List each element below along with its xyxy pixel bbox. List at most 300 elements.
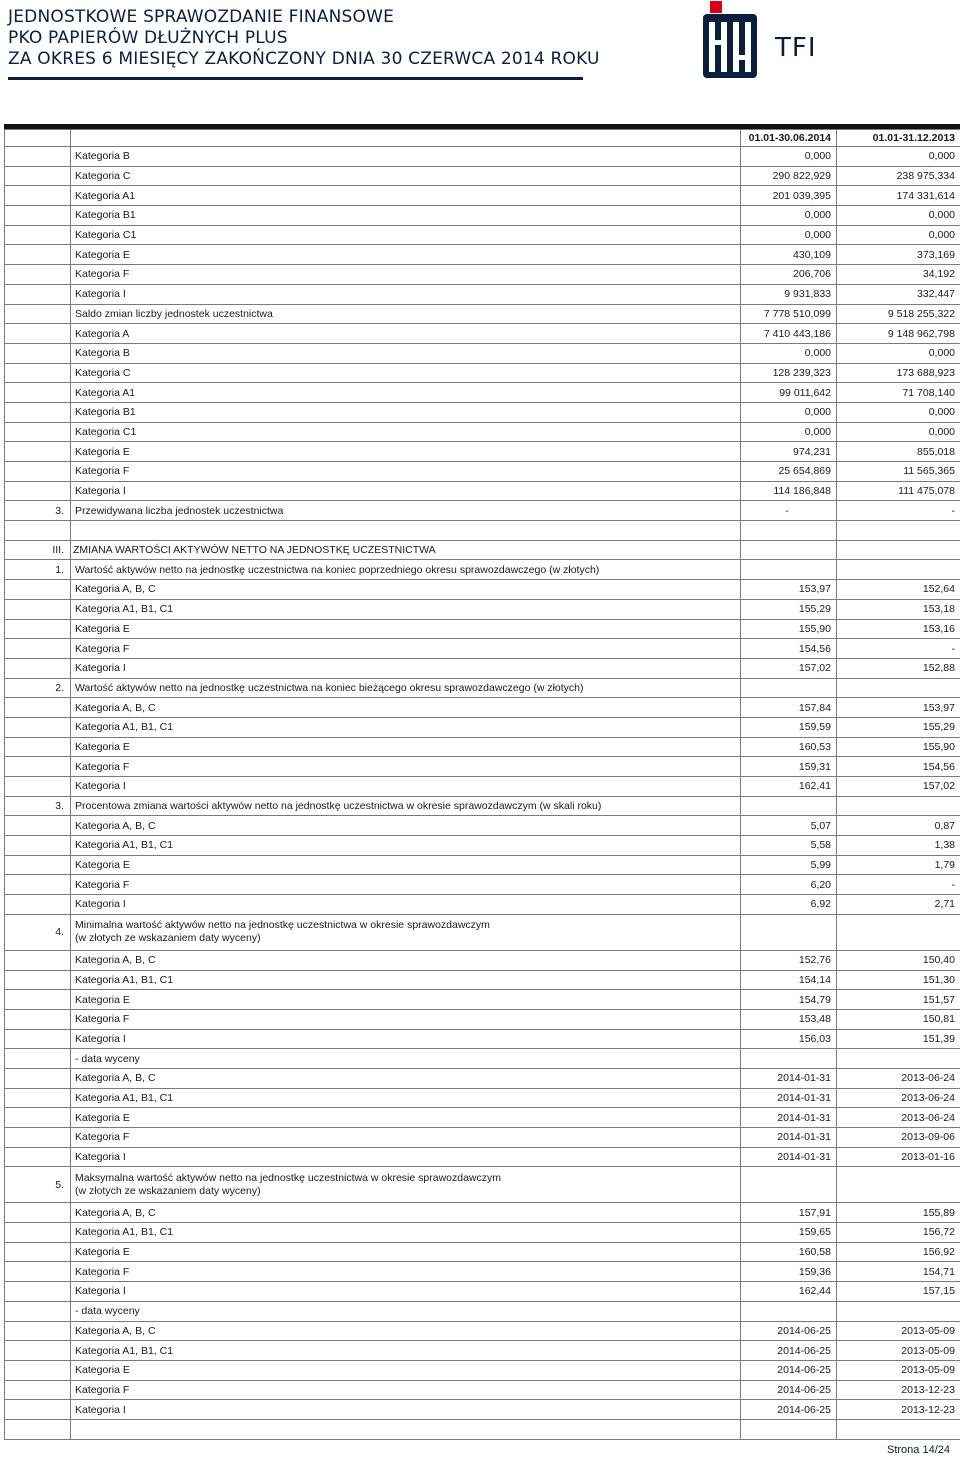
value-2014: 154,56 — [741, 639, 837, 659]
value-2013: 2013-06-24 — [837, 1088, 960, 1108]
value-2014: 157,91 — [741, 1203, 837, 1223]
value-2014: 159,36 — [741, 1262, 837, 1282]
row-number — [5, 284, 71, 304]
row-label: Przewidywana liczba jednostek uczestnictwa — [71, 501, 741, 521]
column-header-period-2013: 01.01-31.12.2013 — [837, 130, 960, 147]
row-label: Kategoria A1 — [71, 186, 741, 206]
table-row — [5, 1049, 960, 1069]
value-2013: 9 148 962,798 — [837, 324, 960, 344]
row-label: Kategoria A, B, C — [71, 1068, 741, 1088]
table-row — [5, 1360, 960, 1380]
table-row — [5, 245, 960, 265]
row-number — [5, 225, 71, 245]
table-row — [5, 1223, 960, 1243]
table-row — [5, 658, 960, 678]
row-label: Kategoria E — [71, 245, 741, 265]
table-row — [5, 442, 960, 462]
row-number — [5, 855, 71, 875]
value-2014: - — [741, 501, 837, 521]
row-number — [5, 383, 71, 403]
value-2014: 114 186,848 — [741, 481, 837, 501]
row-label: Kategoria B1 — [71, 402, 741, 422]
table-row — [5, 1321, 960, 1341]
value-2013: 332,447 — [837, 284, 960, 304]
value-2014: 206,706 — [741, 265, 837, 285]
row-number — [5, 1262, 71, 1282]
value-2013: 153,16 — [837, 619, 960, 639]
row-label: - data wyceny — [71, 1301, 741, 1321]
value-2014: 7 410 443,186 — [741, 324, 837, 344]
table-row — [5, 304, 960, 324]
table-row — [5, 895, 960, 915]
table-row — [5, 265, 960, 285]
row-label: Kategoria C1 — [71, 422, 741, 442]
row-number — [5, 1049, 71, 1069]
table-row — [5, 1203, 960, 1223]
row-number — [5, 599, 71, 619]
table-row — [5, 343, 960, 363]
table-row — [5, 1262, 960, 1282]
table-row — [5, 422, 960, 442]
value-2014: 2014-01-31 — [741, 1147, 837, 1167]
row-label: Kategoria C — [71, 166, 741, 186]
row-number — [5, 324, 71, 344]
value-2014: 6,20 — [741, 875, 837, 895]
table-row — [5, 836, 960, 856]
table-row — [5, 1108, 960, 1128]
row-number — [5, 402, 71, 422]
value-2014: 201 039,395 — [741, 186, 837, 206]
value-2013: 0,000 — [837, 206, 960, 226]
row-number — [5, 990, 71, 1010]
value-2013: 111 475,078 — [837, 481, 960, 501]
table-row — [5, 1068, 960, 1088]
row-number — [5, 206, 71, 226]
value-2014: 2014-06-25 — [741, 1400, 837, 1420]
row-label: Kategoria E — [71, 737, 741, 757]
value-2014 — [741, 796, 837, 816]
value-2014: 430,109 — [741, 245, 837, 265]
table-row — [5, 580, 960, 600]
row-label: Kategoria A1, B1, C1 — [71, 1341, 741, 1361]
row-number — [5, 1029, 71, 1049]
value-2014: 153,97 — [741, 580, 837, 600]
value-2013: 2013-05-09 — [837, 1360, 960, 1380]
row-number — [5, 521, 71, 541]
row-label: ZMIANA WARTOŚCI AKTYWÓW NETTO NA JEDNOSTKĘ UCZESTNICTWA — [71, 540, 741, 560]
row-label: Kategoria I — [71, 1029, 741, 1049]
value-2014: 2014-01-31 — [741, 1068, 837, 1088]
row-number — [5, 1068, 71, 1088]
row-number — [5, 777, 71, 797]
value-2013: 154,56 — [837, 757, 960, 777]
row-number — [5, 1088, 71, 1108]
value-2014: 2014-06-25 — [741, 1341, 837, 1361]
row-label: Kategoria A1, B1, C1 — [71, 1223, 741, 1243]
table-row — [5, 914, 960, 950]
row-label: Kategoria A1 — [71, 383, 741, 403]
table-row — [5, 1380, 960, 1400]
row-label: Kategoria A1, B1, C1 — [71, 1088, 741, 1108]
table-row — [5, 462, 960, 482]
row-label: Kategoria A, B, C — [71, 698, 741, 718]
section-header-row — [5, 540, 960, 560]
row-label: - data wyceny — [71, 1049, 741, 1069]
value-2014: 0,000 — [741, 225, 837, 245]
row-label: Kategoria F — [71, 462, 741, 482]
value-2014: 290 822,929 — [741, 166, 837, 186]
row-number — [5, 1400, 71, 1420]
value-2013: 157,15 — [837, 1282, 960, 1302]
value-2013: 150,81 — [837, 1009, 960, 1029]
spacer-row — [5, 521, 960, 541]
row-label: Kategoria I — [71, 895, 741, 915]
value-2014 — [741, 521, 837, 541]
row-number — [5, 265, 71, 285]
value-2014 — [741, 678, 837, 698]
row-number — [5, 836, 71, 856]
value-2014: 160,53 — [741, 737, 837, 757]
row-label: Kategoria E — [71, 855, 741, 875]
row-label: Wartość aktywów netto na jednostkę uczestnictwa na koniec poprzedniego okresu sprawozdawczego (w złotych) — [71, 560, 741, 580]
table-row — [5, 796, 960, 816]
value-2013: 2013-12-23 — [837, 1380, 960, 1400]
row-number: 3. — [5, 501, 71, 521]
value-2014 — [741, 914, 837, 950]
row-label: Kategoria F — [71, 757, 741, 777]
value-2014 — [741, 560, 837, 580]
value-2014: 0,000 — [741, 343, 837, 363]
table-row — [5, 481, 960, 501]
report-header — [0, 0, 960, 110]
row-number — [5, 1147, 71, 1167]
row-label: Kategoria I — [71, 1400, 741, 1420]
value-2013: 11 565,365 — [837, 462, 960, 482]
value-2013: - — [837, 639, 960, 659]
value-2013: 0,000 — [837, 402, 960, 422]
value-2013: 2013-05-09 — [837, 1341, 960, 1361]
row-label: Saldo zmian liczby jednostek uczestnictwa — [71, 304, 741, 324]
row-number — [5, 895, 71, 915]
value-2014: 156,03 — [741, 1029, 837, 1049]
value-2013: 151,39 — [837, 1029, 960, 1049]
row-number — [5, 363, 71, 383]
row-number — [5, 1301, 71, 1321]
page-number: Strona 14/24 — [887, 1444, 950, 1456]
value-2014: 5,99 — [741, 855, 837, 875]
table-row — [5, 855, 960, 875]
table-row — [5, 206, 960, 226]
value-2014: 2014-01-31 — [741, 1108, 837, 1128]
value-2014 — [741, 1167, 837, 1203]
table-row — [5, 324, 960, 344]
row-number — [5, 1223, 71, 1243]
table-row — [5, 599, 960, 619]
table-row — [5, 363, 960, 383]
row-label: Kategoria F — [71, 1380, 741, 1400]
value-2014: 2014-06-25 — [741, 1360, 837, 1380]
value-2014 — [741, 1301, 837, 1321]
value-2013: 9 518 255,322 — [837, 304, 960, 324]
row-number — [5, 462, 71, 482]
row-number — [5, 1108, 71, 1128]
value-2013: 156,92 — [837, 1242, 960, 1262]
value-2014 — [741, 1419, 837, 1439]
title-underline — [8, 77, 583, 80]
row-number — [5, 639, 71, 659]
row-label: Kategoria E — [71, 990, 741, 1010]
value-2013: 2013-06-24 — [837, 1108, 960, 1128]
financial-table — [4, 129, 960, 1440]
value-2013: 1,79 — [837, 855, 960, 875]
value-2014: 153,48 — [741, 1009, 837, 1029]
value-2014: 128 239,323 — [741, 363, 837, 383]
value-2014: 160,58 — [741, 1242, 837, 1262]
row-label: Kategoria E — [71, 619, 741, 639]
row-label: Kategoria F — [71, 265, 741, 285]
row-number — [5, 422, 71, 442]
value-2014: 154,79 — [741, 990, 837, 1010]
value-2013: 0,87 — [837, 816, 960, 836]
row-number — [5, 1360, 71, 1380]
table-row — [5, 639, 960, 659]
row-number — [5, 1419, 71, 1439]
table-row — [5, 1282, 960, 1302]
table-row — [5, 1088, 960, 1108]
row-number: 4. — [5, 914, 71, 950]
table-row — [5, 990, 960, 1010]
table-row — [5, 737, 960, 757]
value-2013: 155,89 — [837, 1203, 960, 1223]
row-label: Kategoria F — [71, 1128, 741, 1148]
row-label: Kategoria F — [71, 875, 741, 895]
row-label: Kategoria F — [71, 1009, 741, 1029]
row-number — [5, 717, 71, 737]
column-header-period-2014: 01.01-30.06.2014 — [741, 130, 837, 147]
value-2013: 154,71 — [837, 1262, 960, 1282]
value-2014: 162,44 — [741, 1282, 837, 1302]
row-number — [5, 481, 71, 501]
value-2013 — [837, 796, 960, 816]
row-number — [5, 166, 71, 186]
row-label — [71, 1419, 741, 1439]
value-2013: 2,71 — [837, 895, 960, 915]
value-2013: 238 975,334 — [837, 166, 960, 186]
value-2014: 25 654,869 — [741, 462, 837, 482]
value-2013: 2013-06-24 — [837, 1068, 960, 1088]
value-2014: 159,31 — [741, 757, 837, 777]
row-label: Kategoria A, B, C — [71, 816, 741, 836]
value-2014: 162,41 — [741, 777, 837, 797]
value-2014: 9 931,833 — [741, 284, 837, 304]
row-label: Kategoria I — [71, 1282, 741, 1302]
row-label: Kategoria I — [71, 777, 741, 797]
table-row — [5, 816, 960, 836]
value-2013 — [837, 914, 960, 950]
table-header-row — [5, 130, 960, 147]
table-row — [5, 402, 960, 422]
value-2014: 157,02 — [741, 658, 837, 678]
value-2013: 2013-01-16 — [837, 1147, 960, 1167]
table-row — [5, 225, 960, 245]
value-2013: 0,000 — [837, 147, 960, 167]
value-2013: 2013-09-06 — [837, 1128, 960, 1148]
row-label: Kategoria E — [71, 1360, 741, 1380]
row-number — [5, 343, 71, 363]
value-2014: 152,76 — [741, 950, 837, 970]
value-2014: 155,29 — [741, 599, 837, 619]
row-label: Kategoria F — [71, 639, 741, 659]
value-2014: 2014-06-25 — [741, 1321, 837, 1341]
table-row — [5, 501, 960, 521]
value-2013: 34,192 — [837, 265, 960, 285]
value-2013: 174 331,614 — [837, 186, 960, 206]
value-2013: 2013-12-23 — [837, 1400, 960, 1420]
value-2014: 155,90 — [741, 619, 837, 639]
row-label: Kategoria I — [71, 284, 741, 304]
value-2014 — [741, 540, 837, 560]
value-2013 — [837, 1167, 960, 1203]
row-number: 2. — [5, 678, 71, 698]
row-label: Kategoria C1 — [71, 225, 741, 245]
value-2013: 157,02 — [837, 777, 960, 797]
value-2013 — [837, 1301, 960, 1321]
row-number — [5, 442, 71, 462]
report-title-line-3: ZA OKRES 6 MIESIĘCY ZAKOŃCZONY DNIA 30 CZERWCA 2014 ROKU — [8, 49, 600, 69]
table-row — [5, 717, 960, 737]
row-number: 3. — [5, 796, 71, 816]
row-label: Minimalna wartość aktywów netto na jednostkę uczestnictwa w okresie sprawozdawczym (w złotych ze wskazaniem daty wyceny) — [71, 914, 741, 950]
value-2014: 974,231 — [741, 442, 837, 462]
row-number — [5, 970, 71, 990]
header-empty-cell — [5, 130, 71, 147]
row-number — [5, 580, 71, 600]
table-row — [5, 284, 960, 304]
value-2013: 855,018 — [837, 442, 960, 462]
row-number — [5, 757, 71, 777]
report-title-line-2: PKO PAPIERÓW DŁUŻNYCH PLUS — [8, 28, 288, 48]
value-2013: 71 708,140 — [837, 383, 960, 403]
brand-label: TFI — [775, 33, 817, 63]
value-2014: 0,000 — [741, 402, 837, 422]
row-number — [5, 950, 71, 970]
table-row — [5, 950, 960, 970]
row-label: Kategoria A1, B1, C1 — [71, 717, 741, 737]
value-2014: 159,59 — [741, 717, 837, 737]
value-2013 — [837, 540, 960, 560]
value-2014: 6,92 — [741, 895, 837, 915]
table-row — [5, 1167, 960, 1203]
row-number — [5, 1242, 71, 1262]
row-number: 1. — [5, 560, 71, 580]
value-2014: 2014-01-31 — [741, 1088, 837, 1108]
value-2013: 155,29 — [837, 717, 960, 737]
value-2014: 0,000 — [741, 422, 837, 442]
table-row — [5, 970, 960, 990]
table-row — [5, 875, 960, 895]
row-number — [5, 1282, 71, 1302]
value-2013: 373,169 — [837, 245, 960, 265]
row-label: Kategoria F — [71, 1262, 741, 1282]
value-2013: 151,30 — [837, 970, 960, 990]
value-2013: 1,38 — [837, 836, 960, 856]
table-row — [5, 777, 960, 797]
value-2014 — [741, 1049, 837, 1069]
row-label: Kategoria A1, B1, C1 — [71, 836, 741, 856]
value-2014: 0,000 — [741, 147, 837, 167]
table-row — [5, 1009, 960, 1029]
row-label: Kategoria B1 — [71, 206, 741, 226]
value-2013: 153,18 — [837, 599, 960, 619]
row-number — [5, 1380, 71, 1400]
row-number — [5, 186, 71, 206]
row-number: III. — [5, 540, 71, 560]
value-2013 — [837, 1419, 960, 1439]
table-row — [5, 166, 960, 186]
row-number: 5. — [5, 1167, 71, 1203]
value-2013: 155,90 — [837, 737, 960, 757]
spacer-row — [5, 1419, 960, 1439]
row-label: Kategoria E — [71, 1242, 741, 1262]
table-row — [5, 1242, 960, 1262]
value-2013: 150,40 — [837, 950, 960, 970]
table-row — [5, 383, 960, 403]
value-2013: 173 688,923 — [837, 363, 960, 383]
value-2014: 5,58 — [741, 836, 837, 856]
value-2014: 7 778 510,099 — [741, 304, 837, 324]
header-empty-cell — [71, 130, 741, 147]
report-title — [8, 7, 600, 70]
table-row — [5, 1301, 960, 1321]
financial-table-container — [0, 124, 960, 1440]
row-number — [5, 304, 71, 324]
table-row — [5, 1400, 960, 1420]
row-label: Kategoria B — [71, 147, 741, 167]
value-2013: - — [837, 501, 960, 521]
value-2013 — [837, 678, 960, 698]
value-2014: 99 011,642 — [741, 383, 837, 403]
row-label: Wartość aktywów netto na jednostkę uczestnictwa na koniec bieżącego okresu sprawozdawczego (w złotych) — [71, 678, 741, 698]
table-row — [5, 1029, 960, 1049]
row-label: Kategoria E — [71, 1108, 741, 1128]
row-label: Kategoria A1, B1, C1 — [71, 970, 741, 990]
value-2014: 2014-01-31 — [741, 1128, 837, 1148]
row-label: Kategoria I — [71, 1147, 741, 1167]
row-label: Kategoria I — [71, 658, 741, 678]
row-label: Kategoria A, B, C — [71, 1203, 741, 1223]
value-2013: 0,000 — [837, 343, 960, 363]
row-number — [5, 658, 71, 678]
value-2013: 0,000 — [837, 422, 960, 442]
row-number — [5, 1341, 71, 1361]
report-title-line-1: JEDNOSTKOWE SPRAWOZDANIE FINANSOWE — [8, 7, 395, 27]
row-number — [5, 147, 71, 167]
row-number — [5, 245, 71, 265]
row-label — [71, 521, 741, 541]
table-row — [5, 678, 960, 698]
value-2013 — [837, 560, 960, 580]
row-number — [5, 1321, 71, 1341]
table-row — [5, 619, 960, 639]
row-label: Kategoria A — [71, 324, 741, 344]
row-number — [5, 737, 71, 757]
row-label: Kategoria E — [71, 442, 741, 462]
row-number — [5, 619, 71, 639]
pko-bank-logo-icon — [700, 0, 760, 80]
row-label: Kategoria A, B, C — [71, 580, 741, 600]
row-label: Kategoria B — [71, 343, 741, 363]
row-label: Kategoria A, B, C — [71, 950, 741, 970]
